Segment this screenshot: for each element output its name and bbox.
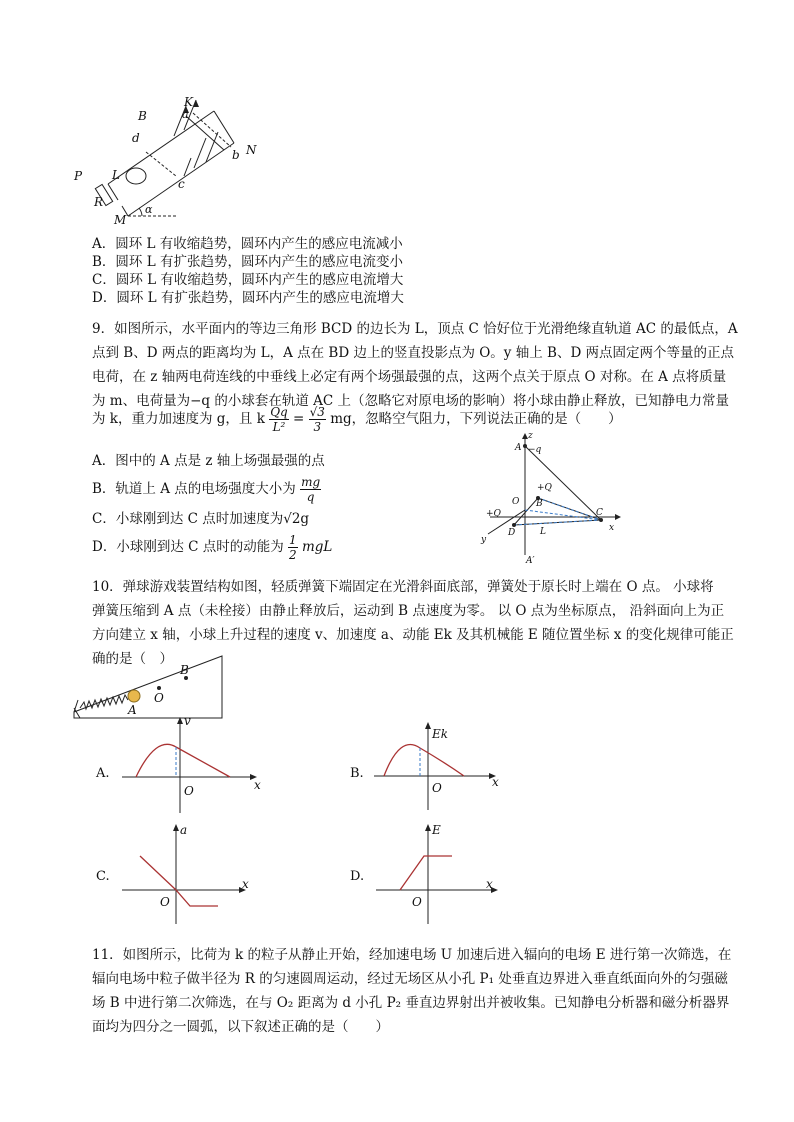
q8-label-R: R (94, 195, 104, 209)
q10-graph-b-yaxis-label: Ek (432, 727, 449, 741)
q10-option-a-label[interactable]: A. (96, 766, 110, 781)
q9-label-minus-q: −q (528, 445, 542, 455)
q10-graph-d[interactable] (372, 822, 512, 927)
q10-stem-line-4: 确的是（ ） (92, 651, 173, 667)
q10-graph-b-origin-label: O (432, 781, 442, 795)
q9-line5-post: mg，忽略空气阻力，下列说法正确的是（ ） (330, 411, 622, 427)
q9-option-d[interactable]: D．小球刚到达 C 点时的动能为 $\frac{1}{2}$ mgL (92, 533, 333, 562)
q9-label-L: L (540, 527, 546, 537)
q10-graph-a-yaxis-label: v (184, 715, 191, 728)
q9-label-C: C (596, 508, 603, 518)
q10-graph-a[interactable] (118, 715, 268, 815)
q10-stem-line-1: 10．弹球游戏装置结构如图，轻质弹簧下端固定在光滑斜面底部，弹簧处于原长时上端在 O 点。 小球将 (92, 579, 714, 595)
q9-label-B: B (536, 499, 543, 509)
q10-graph-c[interactable] (118, 822, 258, 927)
q11-stem-line-2: 辐向电场中粒子做半径为 R 的匀速圆周运动，经过无场区从小孔 P₁ 处垂直边界进入垂直纸面向外的匀强磁 (92, 971, 728, 987)
q9-option-b[interactable]: B．轨道上 A 点的电场强度大小为 $\frac{mg}{q}$ (92, 475, 321, 504)
q8-label-alpha: α (145, 203, 153, 216)
q8-option-a[interactable]: A．圆环 L 有收缩趋势，圆环内产生的感应电流减小 (92, 236, 403, 252)
q10-ball (128, 690, 140, 702)
q9-stem-line-2: 点到 B、D 两点的距离均为 L，A 点在 BD 边上的竖直投影点为 O。y 轴上 B、D 两点固定两个等量的正点 (92, 345, 735, 361)
q8-label-B: B (138, 109, 147, 123)
q10-option-d-label[interactable]: D. (350, 869, 365, 884)
q9-fraction-qq-l2: $\frac{Qq}{\text{L²}}$ (270, 405, 288, 434)
q10-graph-d-origin-label: O (412, 895, 422, 909)
q8-option-b[interactable]: B．圆环 L 有扩张趋势，圆环内产生的感应电流变小 (92, 254, 403, 270)
q10-label-A: A (128, 703, 137, 717)
q10-graph-c-origin-label: O (160, 895, 170, 909)
q9-label-x: x (609, 523, 615, 533)
q8-label-a: a (182, 108, 189, 121)
q9-equals: = (293, 411, 305, 427)
q10-spring (80, 695, 128, 709)
q8-label-P: P (74, 169, 83, 183)
q8-figure (66, 96, 276, 226)
q9-label-D: D (508, 528, 516, 538)
q10-stem-line-3: 方向建立 x 轴，小球上升过程的速度 v、加速度 a、动能 Ek 及其机械能 E 随位置坐标 x 的变化规律可能正 (92, 627, 734, 643)
q8-label-L: L (112, 168, 120, 182)
q8-label-M: M (114, 213, 127, 226)
q10-label-B: B (180, 663, 189, 677)
q8-label-N: N (246, 143, 257, 157)
q9-label-plus-q-left: +Q (486, 509, 501, 519)
q9-option-c[interactable]: C．小球刚到达 C 点时加速度为√2g (92, 511, 310, 527)
q9-stem-line-4: 为 m、电荷量为−q 的小球套在轨道 AC 上（忽略它对原电场的影响）将小球由静止释放，已知静电力常量 (92, 393, 729, 409)
q9-line5-pre: 为 k，重力加速度为 g，且 k (92, 411, 265, 427)
q9-label-O: O (512, 497, 520, 507)
q8-label-b: b (232, 148, 240, 162)
q9-label-A-prime: A′ (526, 556, 535, 565)
q10-graph-d-xaxis-label: x (486, 877, 493, 891)
q9-option-a[interactable]: A．图中的 A 点是 z 轴上场强最强的点 (92, 453, 325, 469)
q9-figure (478, 430, 628, 565)
q8-option-d[interactable]: D．圆环 L 有扩张趋势，圆环内产生的感应电流增大 (92, 290, 404, 306)
q9-label-A: A (515, 443, 522, 453)
q10-graph-b[interactable] (370, 720, 520, 815)
q9-stem-line-1: 9．如图所示，水平面内的等边三角形 BCD 的边长为 L，顶点 C 恰好位于光滑绝缘直轨道 AC 的最低点，A (92, 321, 738, 337)
q10-option-c-label[interactable]: C. (96, 869, 110, 884)
q10-graph-d-yaxis-label: E (432, 823, 441, 837)
q10-stem-line-2: 弹簧压缩到 A 点（未栓接）由静止释放后，运动到 B 点速度为零。 以 O 点为坐标原点， 沿斜面向上为正 (92, 603, 725, 619)
q8-label-K: K (184, 96, 193, 109)
q9-label-plus-q-top: +Q (537, 483, 552, 493)
q9-stem-line-3: 电荷，在 z 轴两电荷连线的中垂线上必定有两个场强最强的点，这两个点关于原点 O 对称。在 A 点将质量 (92, 369, 727, 385)
q9-fraction-root3-3: $\frac{√3}{3}$ (309, 405, 325, 434)
q10-label-O: O (154, 691, 164, 705)
q11-stem-line-1: 11．如图所示，比荷为 k 的粒子从静止开始，经加速电场 U 加速后进入辐向的电场 E 进行第一次筛选，在 (92, 947, 732, 963)
q10-graph-c-xaxis-label: x (242, 877, 249, 891)
q11-stem-line-4: 面均为四分之一圆弧，以下叙述正确的是（ ） (92, 1019, 389, 1035)
q9-label-z: z (528, 431, 533, 441)
q9-label-y: y (481, 535, 487, 545)
q11-stem-line-3: 场 B 中进行第二次筛选，在与 O₂ 距离为 d 小孔 P₂ 垂直边界射出并被收集。已知静电分析器和磁分析器界 (92, 995, 730, 1011)
q8-option-c[interactable]: C．圆环 L 有收缩趋势，圆环内产生的感应电流增大 (92, 272, 404, 288)
q8-label-d: d (132, 131, 140, 145)
q10-graph-a-origin-label: O (184, 784, 194, 798)
q10-graph-a-xaxis-label: x (254, 778, 261, 792)
q10-graph-b-xaxis-label: x (492, 775, 499, 789)
q8-label-c: c (178, 177, 185, 191)
q10-graph-c-yaxis-label: a (180, 823, 188, 837)
q10-option-b-label[interactable]: B. (350, 766, 364, 781)
q10-incline-figure (70, 652, 230, 722)
